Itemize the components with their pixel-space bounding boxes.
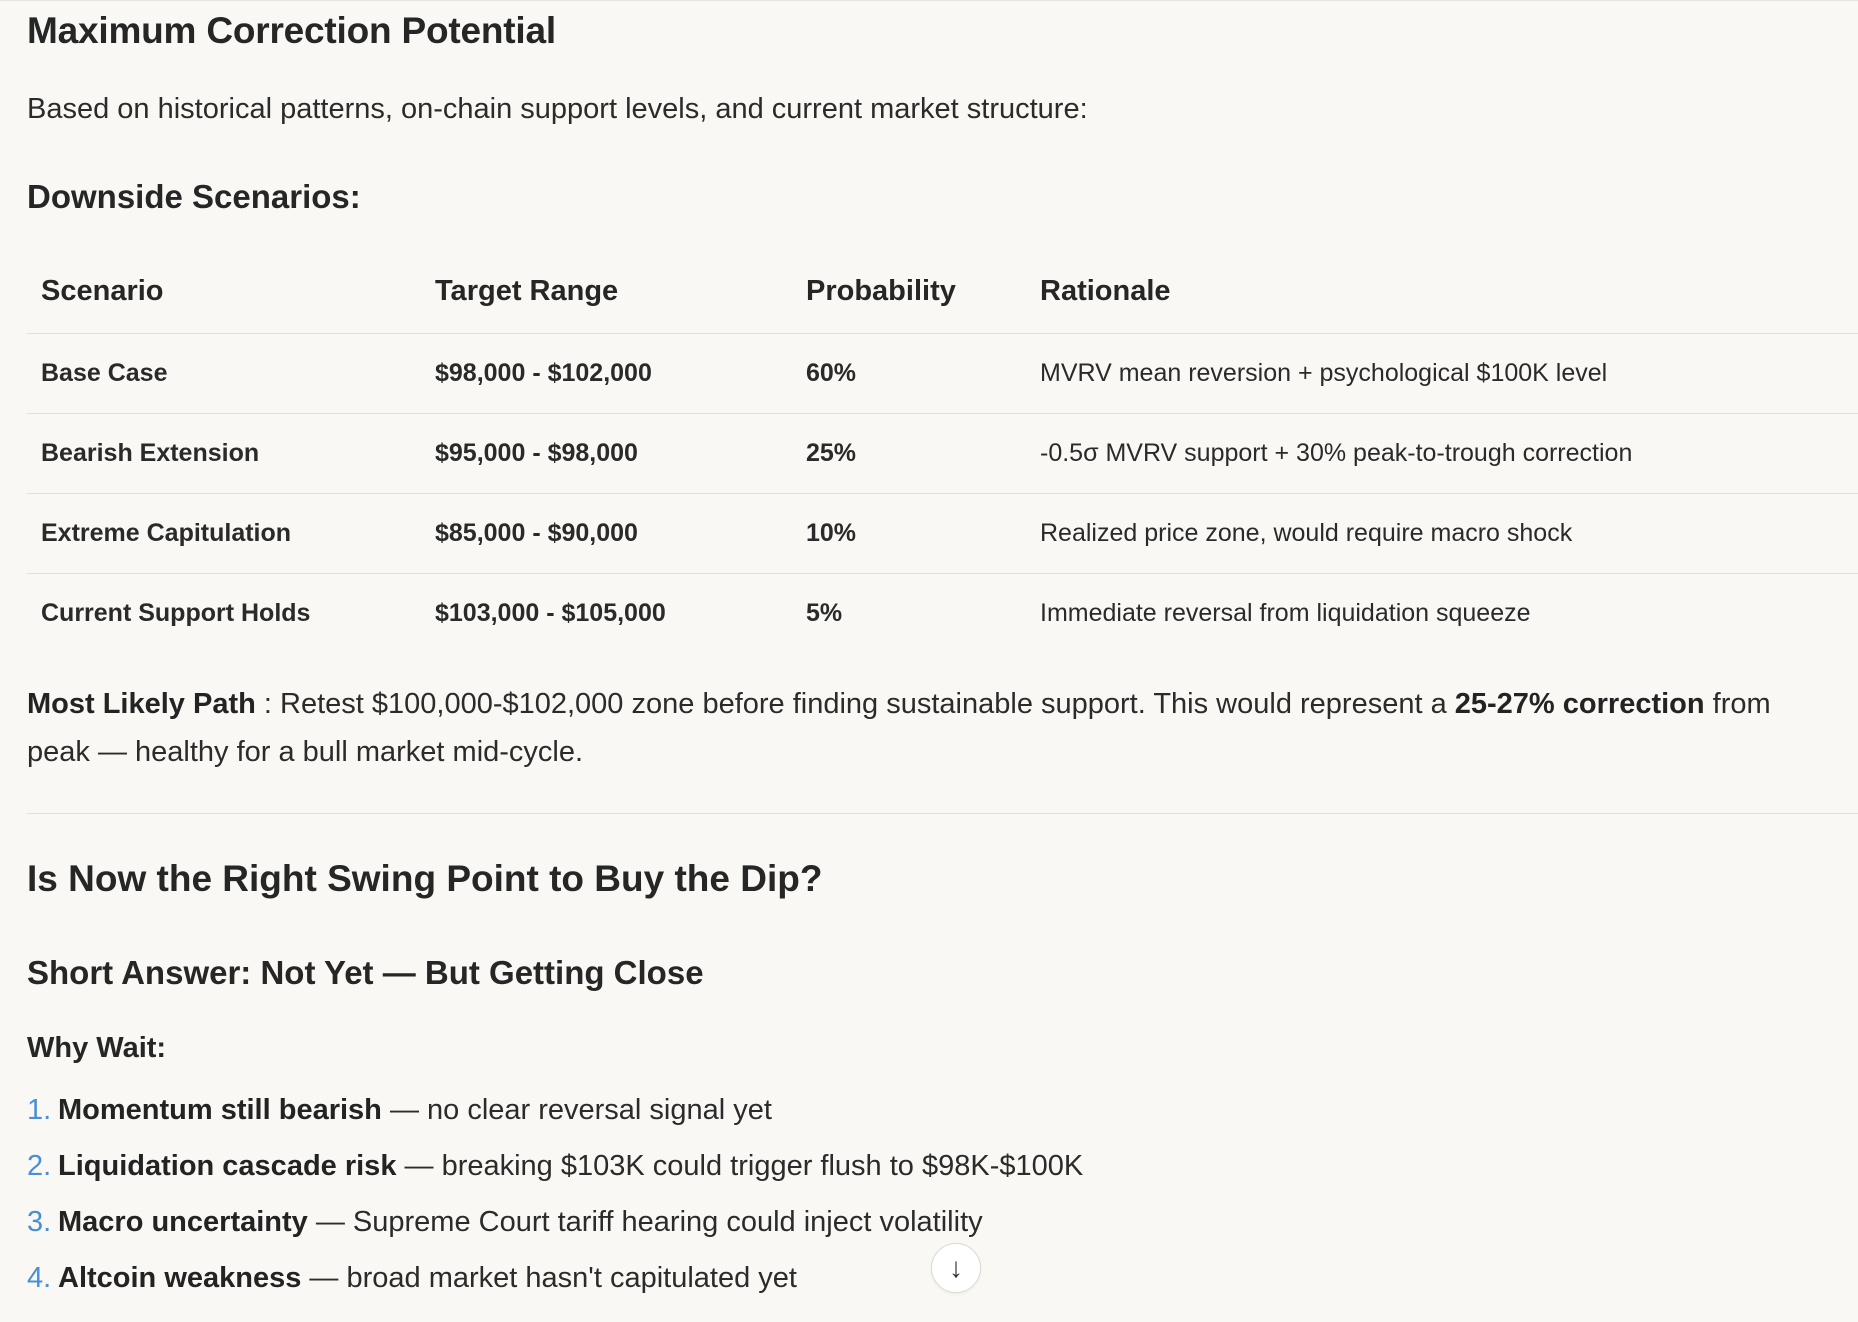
cell-probability: 25% <box>792 414 1026 494</box>
table-header-row <box>27 250 1858 334</box>
scroll-to-bottom-button[interactable] <box>931 1243 981 1293</box>
most-likely-path-paragraph <box>27 680 1837 776</box>
table-row <box>27 494 1858 574</box>
column-header-scenario: Scenario <box>41 275 164 307</box>
list-number: 2. <box>27 1150 52 1182</box>
subheading-short-answer: Short Answer: Not Yet — But Getting Close <box>27 954 704 991</box>
section-divider <box>27 813 1858 814</box>
column-header-target-range: Target Range <box>435 275 619 307</box>
cell-probability: 5% <box>792 574 1026 654</box>
column-header-probability: Probability <box>806 275 956 307</box>
table-row <box>27 334 1858 414</box>
list-number: 4. <box>27 1262 52 1294</box>
why-wait-list <box>27 1090 1083 1314</box>
top-divider <box>0 0 1858 1</box>
cell-scenario: Extreme Capitulation <box>27 494 421 574</box>
list-number: 3. <box>27 1206 52 1238</box>
reason-text: — no clear reversal signal yet <box>381 1094 772 1126</box>
cell-scenario: Current Support Holds <box>27 574 421 654</box>
section-heading-max-correction: Maximum Correction Potential <box>27 10 556 51</box>
column-header-rationale: Rationale <box>1040 275 1171 307</box>
table-row <box>27 414 1858 494</box>
cell-target-range: $95,000 - $98,000 <box>421 414 792 494</box>
table-row <box>27 574 1858 654</box>
cell-probability: 60% <box>792 334 1026 414</box>
cell-target-range: $85,000 - $90,000 <box>421 494 792 574</box>
reason-text: — Supreme Court tariff hearing could inject volatility <box>307 1206 983 1238</box>
most-likely-text-2: from peak — healthy for a bull market mid-cycle. <box>27 688 1771 768</box>
section-heading-buy-the-dip: Is Now the Right Swing Point to Buy the Dip? <box>27 858 823 899</box>
cell-target-range: $98,000 - $102,000 <box>421 334 792 414</box>
reason-text: — breaking $103K could trigger flush to $98K-$100K <box>396 1150 1084 1182</box>
subheading-downside-scenarios: Downside Scenarios: <box>27 178 361 215</box>
reason-text: — broad market hasn't capitulated yet <box>301 1262 797 1294</box>
intro-paragraph: Based on historical patterns, on-chain support levels, and current market structure: <box>27 93 1088 125</box>
list-item <box>27 1146 1083 1202</box>
cell-probability: 10% <box>792 494 1026 574</box>
list-number: 1. <box>27 1094 52 1126</box>
reason-title: Macro uncertainty <box>58 1206 308 1238</box>
cell-rationale: Immediate reversal from liquidation squeeze <box>1026 574 1858 654</box>
most-likely-text-1: Retest $100,000-$102,000 zone before finding sustainable support. This would represent a <box>280 688 1455 720</box>
list-item <box>27 1090 1083 1146</box>
cell-rationale: -0.5σ MVRV support + 30% peak-to-trough correction <box>1026 414 1858 494</box>
scenarios-table <box>27 250 1858 653</box>
most-likely-separator: : <box>255 688 280 720</box>
reason-title: Altcoin weakness <box>58 1262 302 1294</box>
correction-emphasis: 25-27% correction <box>1454 688 1705 720</box>
most-likely-label: Most Likely Path <box>27 688 256 720</box>
cell-rationale: MVRV mean reversion + psychological $100K level <box>1026 334 1858 414</box>
cell-rationale: Realized price zone, would require macro shock <box>1026 494 1858 574</box>
reason-title: Liquidation cascade risk <box>58 1150 397 1182</box>
cell-scenario: Base Case <box>27 334 421 414</box>
reason-title: Momentum still bearish <box>58 1094 382 1126</box>
list-item <box>27 1202 1083 1258</box>
subheading-why-wait: Why Wait: <box>27 1032 167 1064</box>
cell-scenario: Bearish Extension <box>27 414 421 494</box>
arrow-down-icon: ↓ <box>949 1252 963 1283</box>
scenarios-table-container <box>27 250 1858 653</box>
list-item <box>27 1258 1083 1314</box>
cell-target-range: $103,000 - $105,000 <box>421 574 792 654</box>
